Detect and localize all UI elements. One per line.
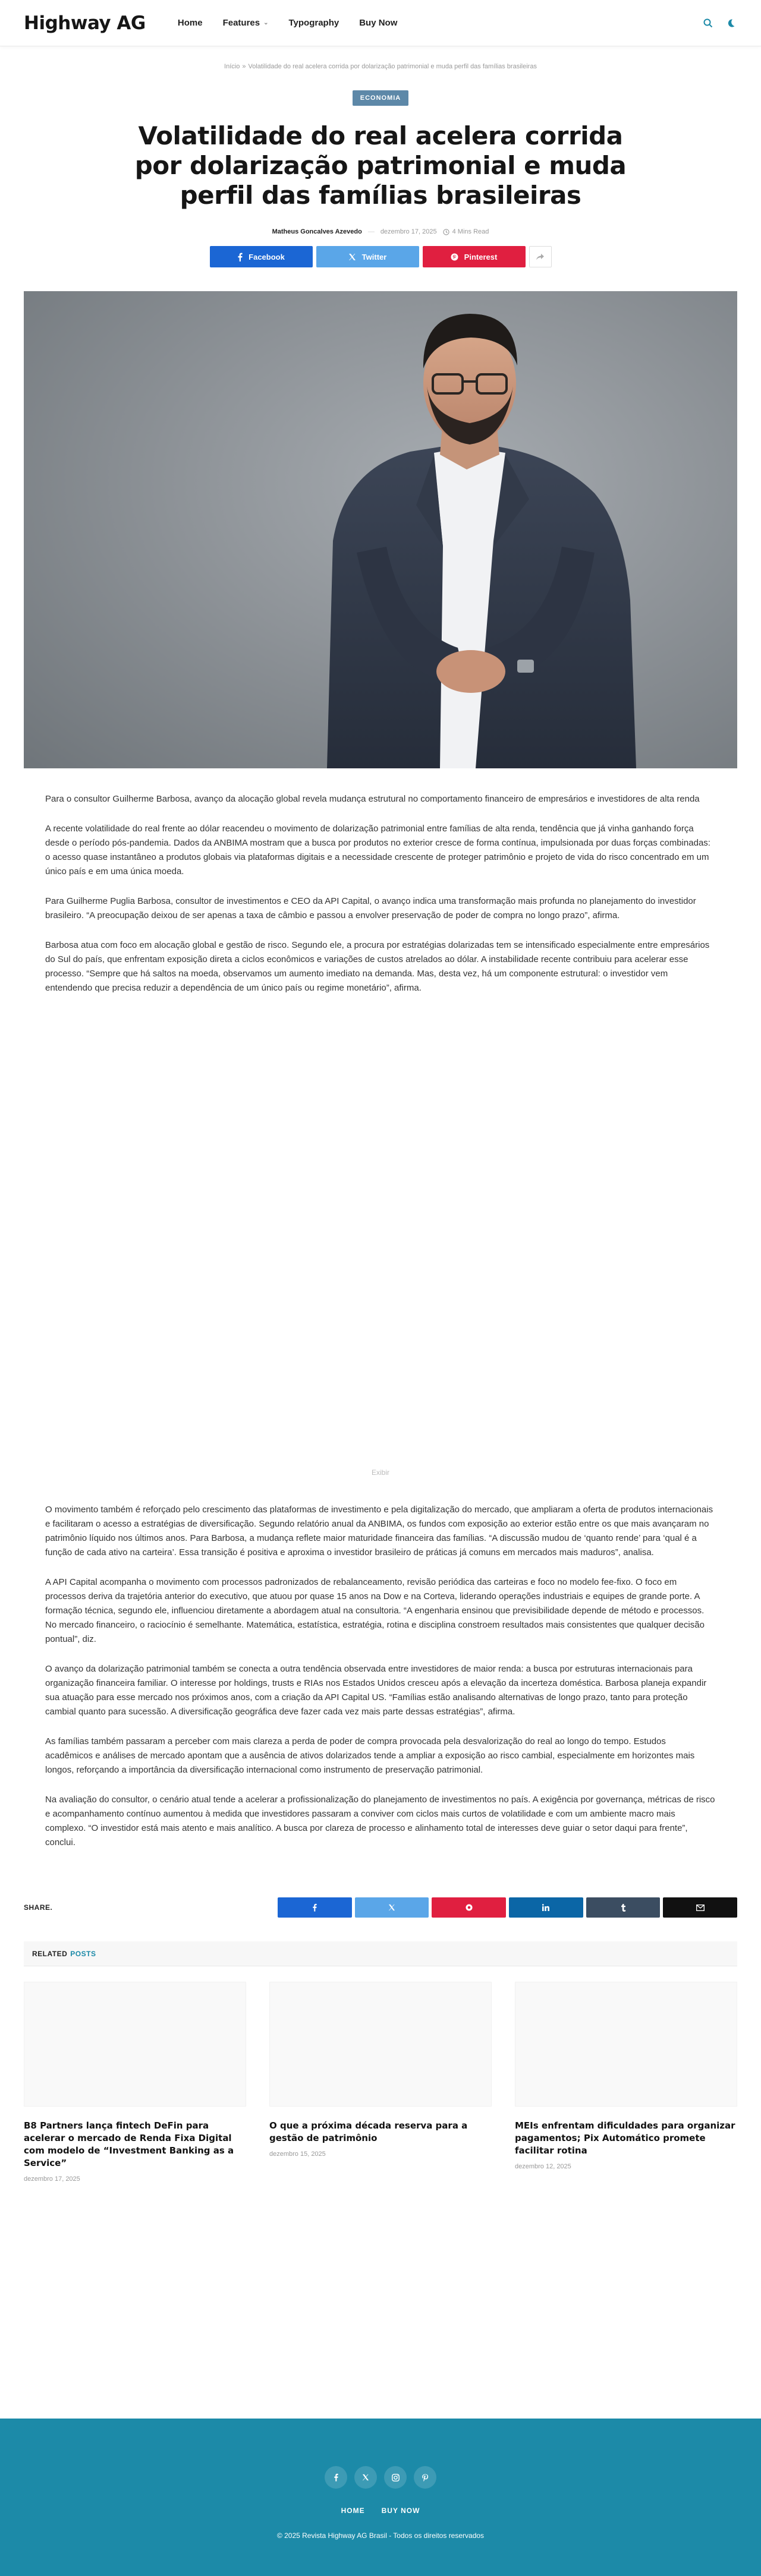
related-post-thumbnail[interactable] [269,1982,492,2107]
related-heading-text: RELATED [32,1949,68,1958]
main-nav [178,18,702,28]
search-icon[interactable] [702,17,715,30]
article-title: Volatilidade do real acelera corrida por dolarização patrimonial e muda perfil das famílias brasileiras [134,121,627,210]
related-post-thumbnail[interactable] [515,1982,737,2107]
clock-icon [443,229,449,235]
x-twitter-icon [388,1904,395,1911]
breadcrumb-separator: » [242,63,246,70]
share-facebook-button[interactable] [210,246,313,267]
nav-item-typography[interactable]: Typography [288,18,339,28]
related-post-title[interactable]: O que a próxima década reserva para a gestão de patrimônio [269,2120,468,2143]
share-twitter-label: Twitter [361,252,387,261]
share-facebook-label: Facebook [249,252,285,261]
share-bar-group [278,1897,737,1918]
breadcrumb-current: Volatilidade do real acelera corrida por dolarização patrimonial e muda perfil das famílias brasileiras [248,63,537,70]
read-time-label: 4 Mins Read [452,228,489,235]
article-meta [0,228,761,235]
embed-label[interactable]: Exibir [371,1468,389,1477]
share-pinterest-bar[interactable] [432,1897,506,1918]
dark-mode-icon[interactable] [724,17,737,30]
share-twitter-bar[interactable] [355,1897,429,1918]
article-body [45,792,716,1850]
article-paragraph: O movimento também é reforçado pelo crescimento das plataformas de investimento e pela digitalização do mercado, que ampliaram a oferta de produtos internacionais e facilitaram o acesso a estratégias de diversificação. Segundo relatório anual da ANBIMA, os fundos com exposição ao exterior estão entre os que mais avançaram no patrimônio líquido nos últimos anos. Para Barbosa, a mudança reflete maior maturidade financeira das famílias. “A discussão mudou de ‘quanto rende’ para ‘qual é a função de cada ativo na carteira’. Essa transição é positiva e aproxima o investidor brasileiro de práticas já comuns em mercados mais maduros”, analisa. [45,1505,713,1557]
facebook-icon [312,1903,317,1912]
article-paragraph: A recente volatilidade do real frente ao dólar reacendeu o movimento de dolarização patrimonial entre famílias de alta renda, tendência que já vinha ganhando força desde o período pós-pandemia. Dados da ANBIMA mostram que a busca por produtos no exterior cresce de forma contínua, impulsionada por duas forças combinadas: o acesso quase instantâneo a produtos globais via plataformas digitais e a necessidade crescente de proteger patrimônio e projeto de vida do risco concentrado em um único país e em uma única moeda. [45,824,710,876]
share-facebook-bar[interactable] [278,1897,352,1918]
site-footer [0,2419,761,2576]
related-post-card[interactable] [515,1982,737,2183]
breadcrumb [0,63,761,70]
share-pinterest-button[interactable] [423,246,526,267]
share-label: SHARE. [24,1903,53,1912]
article-paragraph: As famílias também passaram a perceber com mais clareza a perda de poder de compra provocada pela desvalorização do real ao longo do tempo. Estudos acadêmicos e análises de mercado apontam que a ausência de ativos dolarizados tende a ampliar a exposição ao risco cambial, especialmente em horizontes mais longos, reforçando a importância da diversificação internacional como instrumento de preservação patrimonial. [45,1736,695,1775]
nav-item-home[interactable]: Home [177,18,203,28]
article-paragraph: O avanço da dolarização patrimonial também se conecta a outra tendência observada entre investidores de maior renda: a busca por estruturas internacionais para organização financeira familiar. O interesse por holdings, trusts e RIAs nos Estados Unidos cresceu após a elevação da incerteza doméstica. Barbosa planeja expandir sua atuação para esse mercado nos próximos anos, com a criação da API Capital US. “Famílias estão analisando alternativas de longo prazo, tanto para proteção cambial quanto para sucessão. A diversificação geográfica deve fazer cada vez mais parte dessas estratégias”, afirma. [45,1664,707,1717]
x-twitter-icon [362,2474,369,2481]
nav-item-features-label: Features [222,18,260,28]
share-more-button[interactable] [529,246,552,267]
article-lead: Para o consultor Guilherme Barbosa, avanço da alocação global revela mudança estrutural no comportamento financeiro de empresários e investidores de alta renda [45,794,700,804]
share-pinterest-label: Pinterest [464,252,498,261]
header-icons [702,17,737,30]
share-email-bar[interactable] [663,1897,737,1918]
x-twitter-icon [348,253,356,261]
related-post-title[interactable]: MEIs enfrentam dificuldades para organizar pagamentos; Pix Automático promete facilitar rotina [515,2120,735,2156]
article-paragraph: Para Guilherme Puglia Barbosa, consultor de investimentos e CEO da API Capital, o avanço indica uma transformação mais profunda no planejamento do investidor brasileiro. “A preocupação deixou de ser apenas a taxa de câmbio e passou a envolver preservação de poder de compra no longo prazo”, afirma. [45,896,696,920]
footer-nav-home[interactable]: HOME [341,2506,365,2515]
footer-social-links [0,2466,761,2489]
meta-separator: — [367,228,375,235]
read-time [443,228,489,235]
embed-placeholder [45,1011,716,1468]
related-post-thumbnail[interactable] [24,1982,246,2107]
site-logo[interactable]: Highway AG [24,12,146,34]
hero-image [24,291,737,768]
share-buttons-top [0,246,761,267]
related-post-date: dezembro 17, 2025 [24,2175,80,2183]
nav-item-features[interactable] [223,18,269,28]
category-badge[interactable]: ECONOMIA [353,90,409,106]
pinterest-icon [451,253,458,261]
facebook-icon [334,2473,338,2482]
email-icon [696,1905,705,1911]
related-post-title[interactable]: B8 Partners lança fintech DeFin para acelerar o mercado de Renda Fixa Digital com modelo de “Investment Banking as a Service” [24,2120,234,2168]
linkedin-icon [542,1904,549,1911]
article-paragraph: Na avaliação do consultor, o cenário atual tende a acelerar a profissionalização do planejamento de investimentos no país. A exigência por governança, métricas de risco e acompanhamento contínuo aumentou à medida que investidores passaram a conviver com ciclos mais curtos de volatilidade e com um ambiente macro mais complexo. “O investidor está mais atento e mais analítico. A busca por clareza de processo e alinhamento total de interesses deve guiar o setor daqui para frente”, conclui. [45,1795,715,1847]
related-posts [24,1982,737,2183]
instagram-icon [392,2474,400,2482]
pinterest-icon [466,1904,473,1911]
chevron-down-icon: ⌄ [263,20,269,26]
share-icon [536,254,544,260]
footer-nav [0,2506,761,2515]
portrait-illustration [24,291,737,768]
nav-item-buy-now[interactable]: Buy Now [359,18,398,28]
footer-instagram-link[interactable] [384,2466,407,2489]
footer-x-link[interactable] [354,2466,377,2489]
share-linkedin-bar[interactable] [509,1897,583,1918]
related-heading-accent: POSTS [70,1949,96,1958]
related-post-date: dezembro 15, 2025 [269,2151,326,2158]
footer-facebook-link[interactable] [325,2466,347,2489]
share-tumblr-bar[interactable] [586,1897,661,1918]
related-post-card[interactable] [24,1982,246,2183]
site-header [0,0,761,46]
pinterest-icon [422,2474,429,2482]
facebook-icon [237,253,243,261]
related-posts-heading [24,1941,737,1966]
related-post-card[interactable] [269,1982,492,2183]
share-buttons-bottom [24,1897,737,1918]
publish-date: dezembro 17, 2025 [380,228,437,235]
article-paragraph: Barbosa atua com foco em alocação global e gestão de risco. Segundo ele, a procura por estratégias dolarizadas tem se intensificado especialmente entre empresários do Sul do país, que enfrentam exposição direta a ciclos econômicos e variações de custos atrelados ao dólar. A instabilidade recente contribuiu para acelerar esse processo. “Sempre que há saltos na moeda, observamos um aumento imediato na demanda. Mas, desta vez, há um componente estrutural: o investidor vem entendendo que precisa reduzir a dependência de um único país ou regime monetário”, afirma. [45,940,710,993]
footer-copyright: © 2025 Revista Highway AG Brasil - Todos os direitos reservados [276,2531,485,2540]
tumblr-icon [621,1904,626,1912]
breadcrumb-home[interactable]: Início [224,63,240,70]
footer-nav-buy-now[interactable]: BUY NOW [381,2506,420,2515]
related-post-date: dezembro 12, 2025 [515,2163,571,2170]
footer-pinterest-link[interactable] [414,2466,436,2489]
share-twitter-button[interactable] [316,246,419,267]
article-paragraph: A API Capital acompanha o movimento com processos padronizados de rebalanceamento, revisão periódica das carteiras e foco no modelo fee-fixo. O foco em processos deriva da trajetória anterior do executivo, que atuou por quase 15 anos na Dow e na Corteva, liderando operações industriais e equipes de grande porte. A formação técnica, segundo ele, influenciou diretamente a abordagem atual na consultoria. “A engenharia ensinou que previsibilidade depende de método e processos. No mercado financeiro, o raciocínio é semelhante. Matemática, estatística, estratégia, rotina e disciplina constroem resultados mais consistentes que qualquer decisão pontual”, diz. [45,1577,705,1644]
author-name[interactable]: Matheus Goncalves Azevedo [272,228,362,235]
